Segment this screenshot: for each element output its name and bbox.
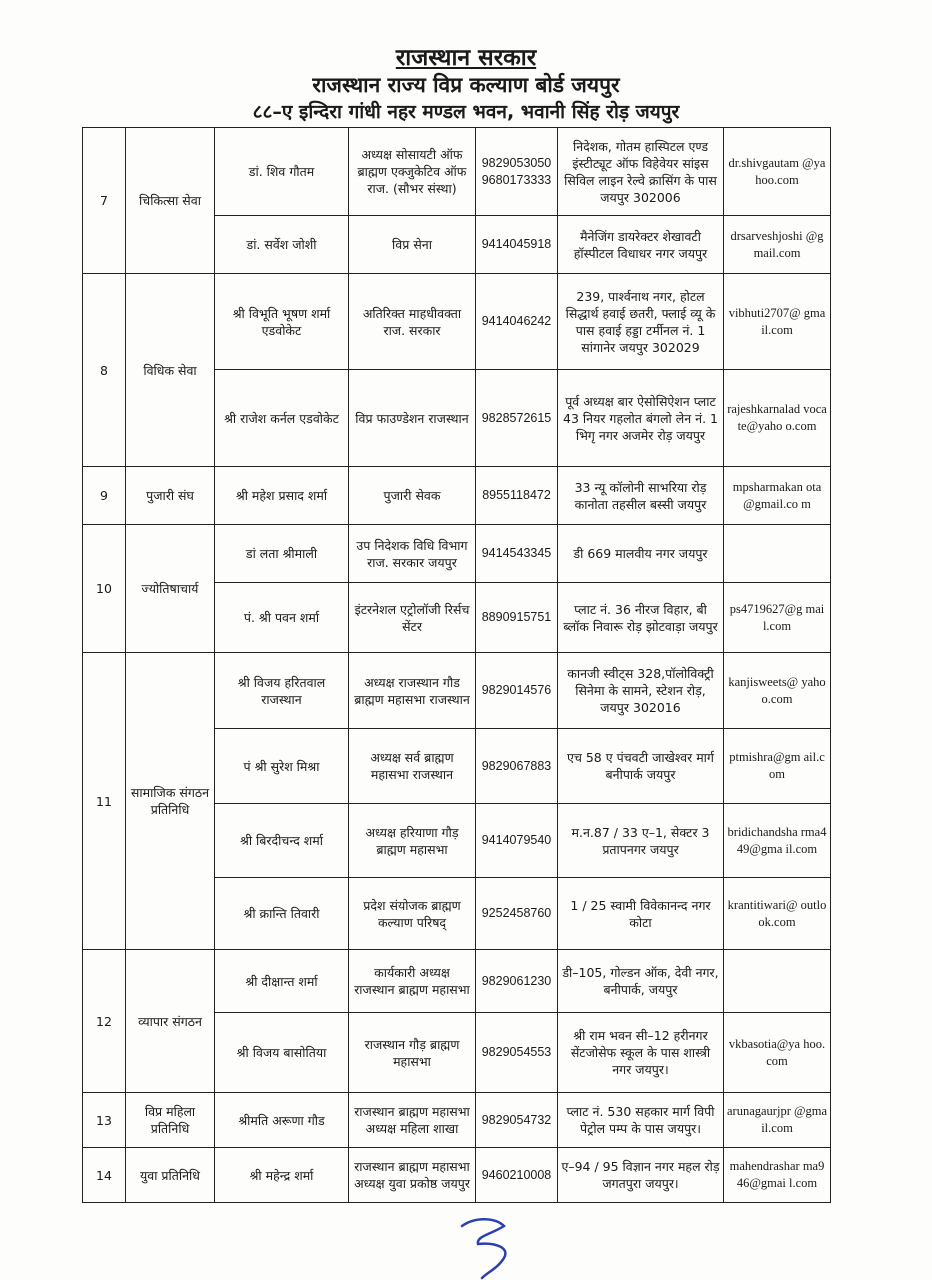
service-category: विधिक सेवा [126, 274, 215, 467]
member-phone: 9829061230 [476, 950, 558, 1013]
member-address: पूर्व अध्यक्ष बार ऐसोसिऐशन प्लाट 43 नियर गहलोत बंगलो लेन नं. 1 भिगृ नगर अजमेर रोड़ जयपुर [558, 370, 724, 467]
member-designation: उप निदेशक विधि विभाग राज. सरकार जयपुर [349, 525, 476, 583]
member-address: प्लाट नं. 530 सहकार मार्ग विपी पेट्रोल पम्प के पास जयपुर। [558, 1093, 724, 1148]
service-category: ज्योतिषाचार्य [126, 525, 215, 653]
board-address: ८८–ए इन्दिरा गांधी नहर मण्डल भवन, भवानी सिंह रोड़ जयपुर [252, 101, 680, 123]
member-phone: 9829067883 [476, 729, 558, 804]
member-name: डां. सर्वेश जोशी [215, 216, 349, 274]
table-row [83, 274, 831, 370]
member-phone: 8955118472 [476, 467, 558, 525]
serial-number: 8 [83, 274, 126, 467]
serial-number: 14 [83, 1148, 126, 1203]
member-address: मैनेजिंग डायरेक्टर शेखावटी हॉस्पीटल विधाधर नगर जयपुर [558, 216, 724, 274]
member-email: ps4719627@g mail.com [724, 583, 831, 653]
service-category: चिकित्सा सेवा [126, 128, 215, 274]
member-phone: 9414543345 [476, 525, 558, 583]
table-row [83, 467, 831, 525]
member-email: kanjisweets@ yahoo.com [724, 653, 831, 729]
member-email: vkbasotia@ya hoo.com [724, 1013, 831, 1093]
service-category: युवा प्रतिनिधि [126, 1148, 215, 1203]
member-name: श्री विभूति भूषण शर्मा एडवोकेट [215, 274, 349, 370]
service-category: व्यापार संगठन [126, 950, 215, 1093]
serial-number: 12 [83, 950, 126, 1093]
member-phone: 8890915751 [476, 583, 558, 653]
letterhead [0, 44, 932, 125]
service-category: सामाजिक संगठन प्रतिनिधि [126, 653, 215, 950]
member-name: श्री महेश प्रसाद शर्मा [215, 467, 349, 525]
member-address: डी–105, गोल्डन ऑक, देवी नगर, बनीपार्क, जयपुर [558, 950, 724, 1013]
member-phone: 9414046242 [476, 274, 558, 370]
serial-number: 10 [83, 525, 126, 653]
member-designation: विप्र फाउण्डेशन राजस्थान [349, 370, 476, 467]
board-title: राजस्थान राज्य विप्र कल्याण बोर्ड जयपुर [312, 73, 620, 97]
member-email: krantitiwari@ outlook.com [724, 878, 831, 950]
member-designation: अध्यक्ष हरियाणा गौड़ ब्राह्मण महासभा [349, 804, 476, 878]
member-phone: 9829014576 [476, 653, 558, 729]
member-address: ए–94 / 95 विज्ञान नगर महल रोड़ जगतपुरा जयपुर। [558, 1148, 724, 1203]
member-phone: 9414045918 [476, 216, 558, 274]
member-name: पं. श्री पवन शर्मा [215, 583, 349, 653]
member-email [724, 525, 831, 583]
member-name: श्री महेन्द्र शर्मा [215, 1148, 349, 1203]
member-address: एच 58 ए पंचवटी जाखेश्वर मार्ग बनीपार्क जयपुर [558, 729, 724, 804]
member-name: श्रीमति अरूणा गौड [215, 1093, 349, 1148]
member-phone: 9829053050 9680173333 [476, 128, 558, 216]
member-designation: राजस्थान गौड़ ब्राह्मण महासभा [349, 1013, 476, 1093]
service-category: पुजारी संघ [126, 467, 215, 525]
member-phone: 9460210008 [476, 1148, 558, 1203]
serial-number: 11 [83, 653, 126, 950]
member-address: डी 669 मालवीय नगर जयपुर [558, 525, 724, 583]
member-designation: इंटरनेशल एट्रोलॉजी रिर्सच सेंटर [349, 583, 476, 653]
member-name: डां. शिव गौतम [215, 128, 349, 216]
member-name: श्री बिरदीचन्द शर्मा [215, 804, 349, 878]
directory-body [83, 128, 831, 1203]
member-email: ptmishra@gm ail.com [724, 729, 831, 804]
service-category: विप्र महिला प्रतिनिधि [126, 1093, 215, 1148]
table-row [83, 1148, 831, 1203]
member-name: डां लता श्रीमाली [215, 525, 349, 583]
member-name: श्री विजय हरितवाल राजस्थान [215, 653, 349, 729]
member-phone: 9829054732 [476, 1093, 558, 1148]
government-title: राजस्थान सरकार [395, 45, 537, 71]
member-address: प्लाट नं. 36 नीरज विहार, बी ब्लॉक निवारू रोड़ झोटवाड़ा जयपुर [558, 583, 724, 653]
signature-mark [452, 1212, 532, 1280]
member-name: श्री विजय बासोतिया [215, 1013, 349, 1093]
member-address: कानजी स्वीट्स 328,पॉलोविक्ट्री सिनेमा के सामने, स्टेशन रोड़, जयपुर 302016 [558, 653, 724, 729]
member-phone: 9828572615 [476, 370, 558, 467]
member-email: rajeshkarnalad vocate@yaho o.com [724, 370, 831, 467]
member-designation: राजस्थान ब्राह्मण महासभा अध्यक्ष महिला शाखा [349, 1093, 476, 1148]
member-designation: अतिरिक्त माहधीवक्ता राज. सरकार [349, 274, 476, 370]
serial-number: 9 [83, 467, 126, 525]
table-row [83, 1093, 831, 1148]
member-designation: पुजारी सेवक [349, 467, 476, 525]
member-name: श्री राजेश कर्नल एडवोकेट [215, 370, 349, 467]
member-designation: अध्यक्ष सर्व ब्राह्मण महासभा राजस्थान [349, 729, 476, 804]
member-name: श्री दीक्षान्त शर्मा [215, 950, 349, 1013]
serial-number: 13 [83, 1093, 126, 1148]
member-designation: अध्यक्ष सोसायटी ऑफ ब्राह्मण एक्जुकेटिव ऑफ राज. (सौभर संस्था) [349, 128, 476, 216]
member-email: vibhuti2707@ gmail.com [724, 274, 831, 370]
member-email: bridichandsha rma449@gma il.com [724, 804, 831, 878]
member-email: dr.shivgautam @yahoo.com [724, 128, 831, 216]
member-name: पं श्री सुरेश मिश्रा [215, 729, 349, 804]
member-name: श्री क्रान्ति तिवारी [215, 878, 349, 950]
member-designation: कार्यकारी अध्यक्ष राजस्थान ब्राह्मण महासभा [349, 950, 476, 1013]
member-phone: 9829054553 [476, 1013, 558, 1093]
member-address: निदेशक, गोतम हास्पिटल एण्ड इंस्टीट्यूट ऑफ विहेवेयर सांइस सिविल लाइन रेल्वे क्रासिंग के पास जयपुर 302006 [558, 128, 724, 216]
table-row [83, 950, 831, 1013]
member-address: श्री राम भवन सी–12 हरीनगर सेंटजोसेफ स्कूल के पास शास्त्री नगर जयपुर। [558, 1013, 724, 1093]
member-email: mahendrashar ma946@gmai l.com [724, 1148, 831, 1203]
table-row [83, 128, 831, 216]
table-row [83, 525, 831, 583]
member-email: drsarveshjoshi @gmail.com [724, 216, 831, 274]
member-designation: विप्र सेना [349, 216, 476, 274]
member-designation: अध्यक्ष राजस्थान गौड ब्राह्मण महासभा राजस्थान [349, 653, 476, 729]
member-email [724, 950, 831, 1013]
member-address: 33 न्यू कॉलोनी साभरिया रोड़ कानोता तहसील बस्सी जयपुर [558, 467, 724, 525]
member-designation: राजस्थान ब्राह्मण महासभा अध्यक्ष युवा प्रकोष्ठ जयपुर [349, 1148, 476, 1203]
member-email: mpsharmakan ota@gmail.co m [724, 467, 831, 525]
member-designation: प्रदेश संयोजक ब्राह्मण कल्याण परिषद् [349, 878, 476, 950]
table-row [83, 653, 831, 729]
member-address: 1 / 25 स्वामी विवेकानन्द नगर कोटा [558, 878, 724, 950]
member-directory-table [82, 127, 831, 1203]
serial-number: 7 [83, 128, 126, 274]
member-address: 239, पार्श्वनाथ नगर, होटल सिद्धार्थ हवाई छतरी, फ्लाई व्यू के पास हवाई हड्डा टर्मीनल नं. 1 सांगानेर जयपुर 302029 [558, 274, 724, 370]
member-email: arunagaurjpr @gmail.com [724, 1093, 831, 1148]
member-address: म.न.87 / 33 ए–1, सेक्टर 3 प्रतापनगर जयपुर [558, 804, 724, 878]
member-phone: 9252458760 [476, 878, 558, 950]
member-phone: 9414079540 [476, 804, 558, 878]
